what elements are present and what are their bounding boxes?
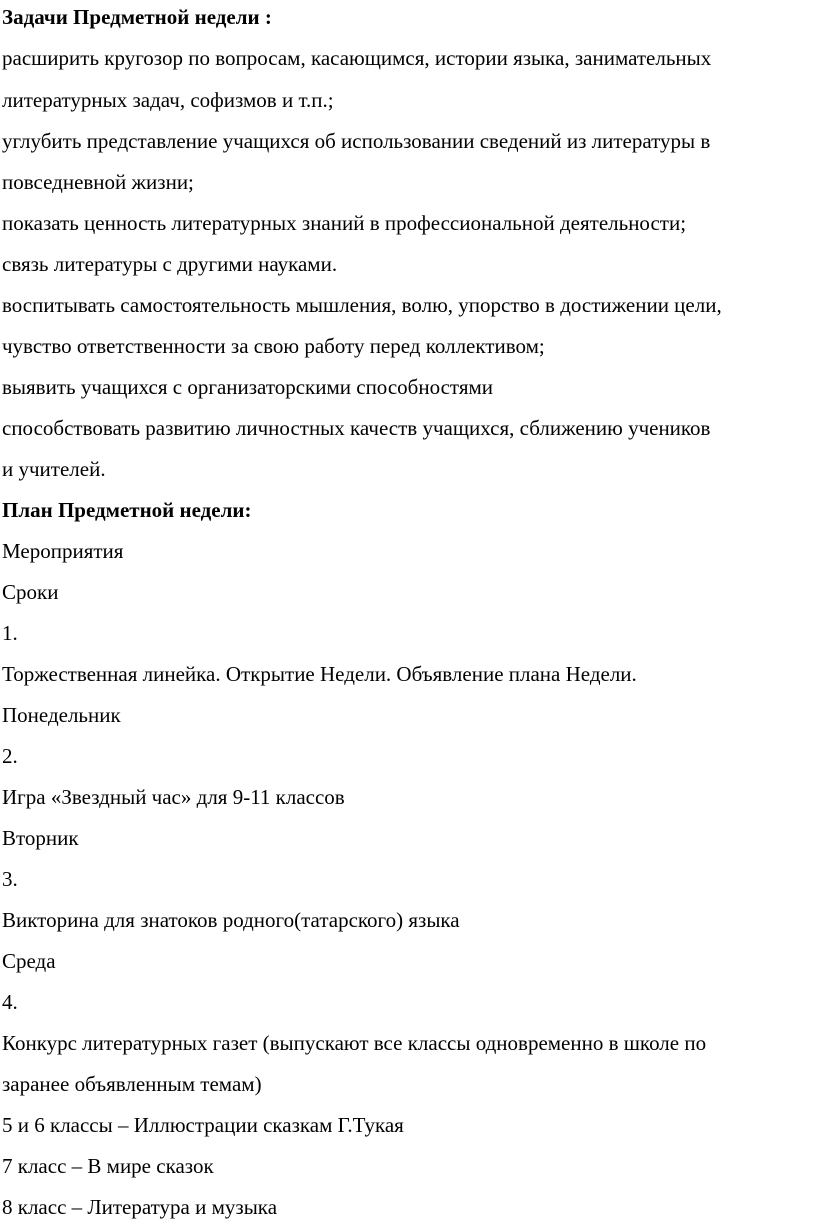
plan-subline: 8 класс – Литература и музыка <box>2 1195 278 1219</box>
tasks-line: способствовать развитию личностных качеств учащихся, сближению учеников <box>2 416 711 440</box>
plan-item-date: Вторник <box>2 826 79 850</box>
plan-item-number: 4. <box>2 990 18 1014</box>
tasks-line: литературных задач, софизмов и т.п.; <box>2 88 334 112</box>
plan-item-event: Конкурс литературных газет (выпускают все классы одновременно в школе по <box>2 1031 707 1055</box>
tasks-heading: Задачи Предметной недели : <box>2 5 272 29</box>
tasks-line: чувство ответственности за свою работу перед коллективом; <box>2 334 545 358</box>
plan-item-event: Викторина для знатоков родного(татарского) языка <box>2 908 460 932</box>
tasks-line: выявить учащихся с организаторскими способностями <box>2 375 494 399</box>
tasks-line: и учителей. <box>2 457 106 481</box>
plan-item-event: Игра «Звездный час» для 9-11 классов <box>2 785 345 809</box>
plan-item-number: 1. <box>2 621 18 645</box>
plan-heading: План Предметной недели: <box>2 498 252 522</box>
tasks-line: расширить кругозор по вопросам, касающимся, истории языка, занимательных <box>2 46 712 70</box>
plan-subline: 5 и 6 классы – Иллюстрации сказкам Г.Тукая <box>2 1113 404 1137</box>
plan-item-event: заранее объявленным темам) <box>2 1072 262 1096</box>
plan-item-date: Понедельник <box>2 703 121 727</box>
tasks-line: повседневной жизни; <box>2 170 194 194</box>
plan-dates-column-label: Сроки <box>2 580 59 604</box>
plan-item-date: Среда <box>2 949 56 973</box>
plan-item-number: 3. <box>2 867 18 891</box>
tasks-line: показать ценность литературных знаний в профессиональной деятельности; <box>2 211 687 235</box>
plan-subline: 7 класс – В мире сказок <box>2 1154 214 1178</box>
plan-item-number: 2. <box>2 744 18 768</box>
tasks-line: углубить представление учащихся об использовании сведений из литературы в <box>2 129 711 153</box>
tasks-line: воспитывать самостоятельность мышления, волю, упорство в достижении цели, <box>2 293 722 317</box>
plan-events-column-label: Мероприятия <box>2 539 124 563</box>
plan-item-event: Торжественная линейка. Открытие Недели. Объявление плана Недели. <box>2 662 637 686</box>
tasks-line: связь литературы с другими науками. <box>2 252 338 276</box>
